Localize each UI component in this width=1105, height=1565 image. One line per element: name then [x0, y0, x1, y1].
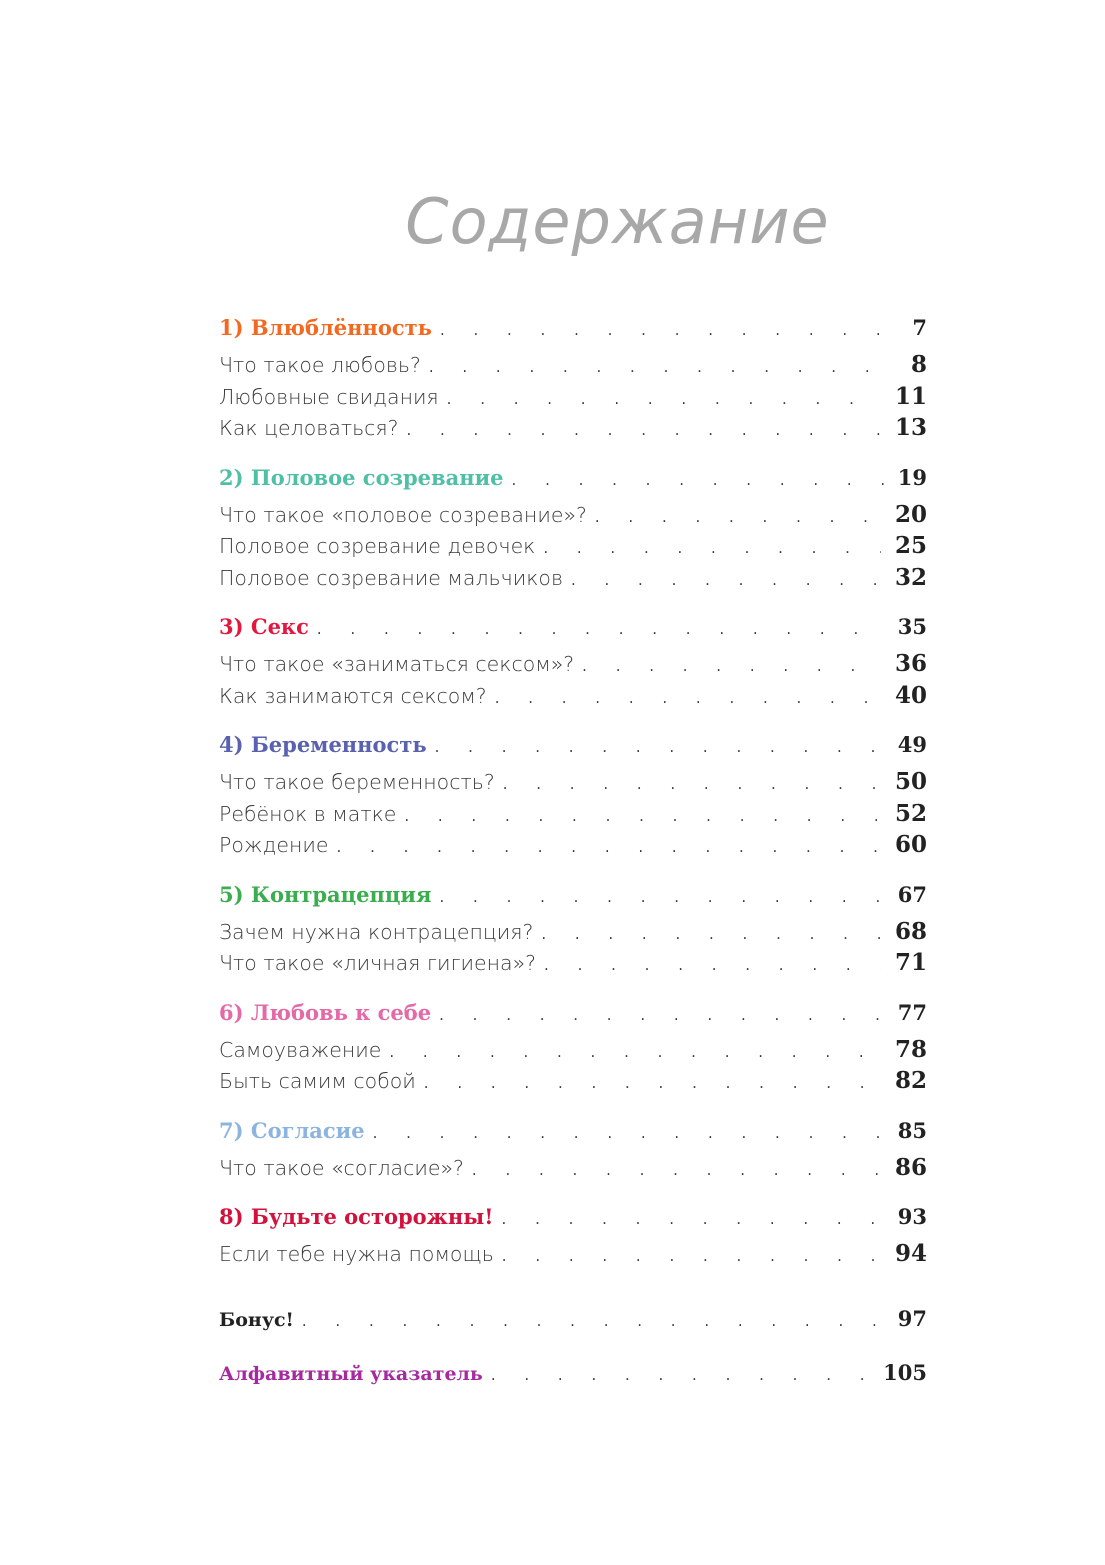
dot-leader: [502, 1249, 881, 1264]
toc-entry-page-number: 71: [894, 949, 927, 976]
toc-entry[interactable]: [219, 501, 927, 533]
dot-leader: [389, 1045, 881, 1060]
toc-entry-label: Что такое «половое созревание»?: [219, 502, 587, 527]
toc-entry-page-number: 82: [894, 1067, 927, 1094]
toc-entry-page-number: 78: [894, 1035, 927, 1063]
dot-leader: [543, 541, 881, 556]
dot-leader: [429, 360, 897, 375]
toc-entry-label: Половое созревание девочек: [219, 534, 536, 558]
toc-entry[interactable]: [219, 532, 927, 564]
toc-entry-label: Что такое «согласие»?: [219, 1155, 464, 1180]
dot-leader: [373, 1126, 884, 1141]
toc-chapter[interactable]: [219, 465, 927, 497]
toc-entry-label: Что такое беременность?: [219, 770, 495, 794]
toc-chapter[interactable]: [219, 614, 927, 646]
toc-chapter-page-number: 19: [897, 464, 927, 490]
dot-leader: [424, 1076, 881, 1091]
dot-leader: [337, 840, 881, 855]
toc-entry-label: Ребёнок в матке: [219, 801, 397, 826]
toc-entry[interactable]: [219, 383, 927, 415]
dot-leader: [544, 958, 881, 973]
dot-leader: [512, 473, 884, 488]
toc-chapter-page-number: 93: [897, 1204, 927, 1229]
dot-leader: [404, 809, 881, 824]
toc-entry-page-number: 40: [894, 681, 927, 709]
dot-leader: [406, 423, 881, 438]
dot-leader: [502, 1212, 884, 1227]
toc-chapter-label: 5) Контрацепция: [219, 881, 432, 907]
toc-entry-label: Как целоваться?: [219, 416, 399, 440]
toc-entry-label: Самоуважение: [219, 1037, 382, 1062]
dot-leader: [317, 622, 884, 637]
toc-entry[interactable]: [219, 682, 927, 714]
toc-entry-label: Быть самим собой: [219, 1069, 416, 1093]
toc-entry-page-number: 13: [894, 414, 927, 441]
dot-leader: [302, 1314, 884, 1329]
toc-chapter-page-number: 49: [897, 732, 927, 757]
toc-entry-label: Зачем нужна контрацепция?: [219, 919, 534, 944]
toc-chapter-label: 8) Будьте осторожны!: [219, 1204, 494, 1229]
toc-entry[interactable]: [219, 564, 927, 596]
toc-entry-label: Любовные свидания: [219, 384, 439, 409]
toc-entry-page-number: 60: [894, 831, 927, 858]
dot-leader: [439, 1008, 884, 1023]
toc-entry-page-number: 20: [894, 500, 927, 528]
toc-chapter-page-number: 67: [897, 881, 927, 907]
toc-entry-label: Если тебе нужна помощь: [219, 1242, 494, 1266]
toc-chapter-label: 7) Согласие: [219, 1117, 365, 1143]
toc-chapter-page-number: 85: [897, 1117, 927, 1143]
toc-chapter-label: 3) Секс: [219, 614, 309, 639]
toc-entry[interactable]: [219, 1154, 927, 1186]
toc-extra-page-number: 105: [883, 1359, 927, 1385]
toc-entry[interactable]: [219, 1067, 927, 1099]
dot-leader: [571, 573, 881, 588]
toc-extra-page-number: 97: [897, 1305, 927, 1331]
dot-leader: [491, 1368, 869, 1383]
toc-entry[interactable]: [219, 768, 927, 800]
toc-extra-label: Бонус!: [219, 1308, 294, 1331]
toc-entry-page-number: 25: [894, 532, 927, 559]
toc-entry[interactable]: [219, 351, 927, 383]
toc-chapter-label: 1) Влюблённость: [219, 315, 432, 340]
toc-entry-page-number: 94: [894, 1240, 927, 1267]
page-title: Содержание: [405, 185, 830, 258]
toc-entry-page-number: 36: [894, 650, 927, 677]
toc-chapter[interactable]: [219, 1000, 927, 1032]
toc-entry-label: Что такое «личная гигиена»?: [219, 951, 537, 975]
toc-chapter[interactable]: [219, 732, 927, 764]
table-of-contents: [219, 315, 927, 1394]
toc-entry-page-number: 32: [894, 563, 927, 591]
dot-leader: [495, 691, 881, 706]
toc-chapter-label: 2) Половое созревание: [219, 464, 504, 490]
toc-entry[interactable]: [219, 949, 927, 981]
toc-extra[interactable]: [219, 1360, 927, 1394]
dot-leader: [582, 659, 881, 674]
toc-entry[interactable]: [219, 1036, 927, 1068]
toc-entry-page-number: 86: [894, 1153, 927, 1181]
dot-leader: [595, 510, 881, 525]
toc-entry-label: Что такое любовь?: [219, 353, 421, 377]
toc-entry[interactable]: [219, 650, 927, 682]
toc-chapter-page-number: 35: [897, 614, 927, 639]
toc-entry[interactable]: [219, 918, 927, 950]
toc-entry[interactable]: [219, 1240, 927, 1272]
toc-entry-label: Как занимаются сексом?: [219, 683, 487, 708]
toc-entry-page-number: 52: [894, 799, 927, 827]
toc-entry[interactable]: [219, 800, 927, 832]
toc-extra-label: Алфавитный указатель: [219, 1362, 483, 1385]
toc-extra[interactable]: [219, 1306, 927, 1340]
toc-entry-label: Рождение: [219, 833, 329, 857]
dot-leader: [472, 1163, 881, 1178]
toc-entry[interactable]: [219, 414, 927, 446]
dot-leader: [435, 740, 884, 755]
dot-leader: [440, 890, 884, 905]
dot-leader: [440, 323, 898, 338]
dot-leader: [503, 777, 881, 792]
toc-entry-label: Что такое «заниматься сексом»?: [219, 652, 575, 676]
toc-entry-page-number: 50: [894, 768, 927, 795]
toc-entry-page-number: 8: [910, 351, 927, 378]
toc-entry-page-number: 11: [894, 382, 927, 410]
toc-chapter-page-number: 7: [912, 315, 927, 340]
toc-chapter[interactable]: [219, 1204, 927, 1236]
toc-chapter-label: 4) Беременность: [219, 732, 427, 757]
toc-chapter[interactable]: [219, 882, 927, 914]
toc-chapter[interactable]: [219, 1118, 927, 1150]
toc-entry[interactable]: [219, 831, 927, 863]
dot-leader: [541, 927, 881, 942]
toc-chapter[interactable]: [219, 315, 927, 347]
dot-leader: [447, 392, 881, 407]
toc-entry-label: Половое созревание мальчиков: [219, 565, 563, 590]
toc-chapter-label: 6) Любовь к себе: [219, 999, 432, 1025]
toc-chapter-page-number: 77: [897, 999, 927, 1025]
toc-entry-page-number: 68: [894, 917, 927, 945]
